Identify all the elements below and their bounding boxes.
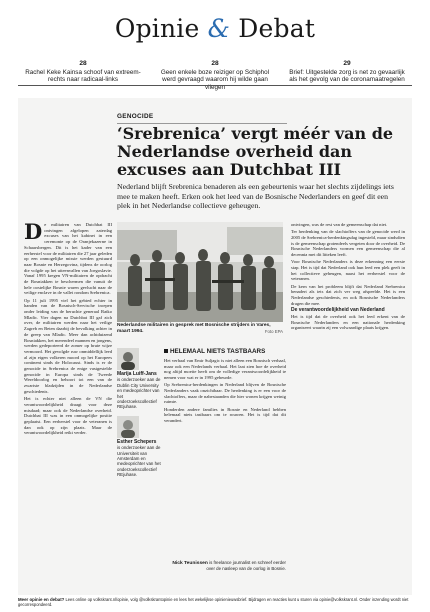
- article-headline: ‘Srebrenica’ vergt méér van de Nederlandse overheid dan excuses aan Dutchbat III: [117, 124, 394, 179]
- teaser[interactable]: [24, 60, 142, 91]
- teaser[interactable]: [156, 60, 274, 91]
- author-card: [117, 416, 161, 478]
- teaser-text: Rachel Keke Kainsa schoof van extreem-rechts naar radicaal-links: [25, 68, 141, 84]
- article-genre-label: GENOCIDE: [117, 113, 287, 124]
- soldiers-photo-image: [117, 222, 283, 322]
- body-paragraph: ontvingen, was de rest van de gemeenschap dat niet.: [291, 222, 388, 227]
- author-bio: is onderzoeker aan de Universiteit van Amsterdam en medeoprichter van het onderzoekscollectief REjuhase.: [117, 445, 161, 478]
- author-name: Marija Luiff-Jans: [117, 371, 157, 377]
- body-paragraph: Ter herdenking van de slachtoffers van de genocide werd in 2005 de Srebrenica-herdenkingsdag ingesteld, maar sindsdien is de gemeenschap grotendeels vergeten door de overheid. De Bosnische Nederlanders vormen een gemeenschap die al decennia met dit litteken leeft.: [291, 229, 405, 258]
- photo-caption-text: Nederlandse militairen in gesprek met Bosnische strijders in Vares, maart 1994.: [117, 323, 271, 334]
- body-paragraph: De kern van het probleem blijft dat Nederland Srebrenica benadert als iets dat zich ver weg afspeelde. Het is een Nederlandse geschiedenis, en ook Bosnische Nederlanders dragen die mee.: [291, 283, 405, 306]
- footer-label: Meer opinie en debat?: [18, 597, 65, 602]
- body-paragraph: e militairen van Dutchbat III ontvingen afgelopen zaterdag excuses van het kabinet in een ceremonie op de Oranjekazerne in Schaarsbergen. Dit is het kader van een eerherstel voor de militairen die 27 jaar geleden op een onmogelijke missie werden gestuurd naar Bosnie en Herzegovina, tijdens de oorlog die volgde op het uiteenvallen van Joegoslavie. Vanaf 1995 kregen VN-militairen de opdracht de Bosniakken te beschermen die vanuit de hele oostelijke Bosnie waren gevlucht naar de veilige enclave in de vallei rondom Srebrenica.: [24, 222, 112, 296]
- section-subhead: De verantwoordelijkheid van Nederland: [291, 307, 385, 314]
- author-bio: is onderzoeker aan de Dublin City University en medeoprichter van het onderzoekscollectief REjuhase.: [117, 377, 161, 410]
- body-paragraph: Op 11 juli 1995 viel het gebied echter in handen van de Bosnisch-Servische troepen onder leiding van de beruchte generaal Ratko Mladic. Vier dagen na Dutchbat III gaf zich over, de militairen werden naar het veilige Zagreb en Beten daarbij de bevolking achter in de greep van Mladic. Meer dan achtduizend Bosniakken, het merendeel mannen en jongens, werden gedeporteerd de zomer op brute wijze vermoord. Het gevolgde ruw onmiddellijk leed al zijn eigen volkeren moord op het Europees continent sinds de Holocaust. Sinds is er de genocide in Srebrenica de enige vastgestelde genocide in Europa sinds de Tweede Wereldoorlog en behoort tot een van de zwartste bladzijden in de Nederlandse geschiedenis.: [24, 297, 112, 394]
- author-name: Esther Schepers: [117, 438, 157, 445]
- sidebar-column: [164, 358, 286, 558]
- author-portrait: [117, 416, 139, 438]
- article-photo: [117, 222, 283, 322]
- teaser-text: Geen enkele boze reiziger op Schiphol werd gevraagd waarom hij wilde gaan vliegen: [160, 68, 270, 91]
- sidebar-paragraph: Het verhaal van Emir Suljagic is niet alleen een Bosnisch verhaal, maar ook een Nederlands verhaal. Het laat zien hoe de overheid nog altijd moeite heeft om de volledige verantwoordelijkheid te nemen voor wat er in 1995 gebeurde.: [164, 358, 286, 381]
- author-column: [117, 348, 161, 484]
- byline-text: is freelance journalist en schreef eerder over de nasleep van de oorlog in Bosnie.: [206, 560, 286, 572]
- page-footer: [18, 597, 412, 607]
- sidebar-byline: [164, 560, 286, 572]
- drop-cap: D: [24, 222, 43, 244]
- teaser-page-number: 28: [79, 60, 87, 67]
- footer-text: Lees online op volkskrant.nl/opinie, volg @volkskrantopinie en lees het wekelijkse opinienieuwsbrief. Bijdragen en reacties kunt u sturen via opinie@volkskrant.nl. Onder inzending wordt niet gecorrespondeerd.: [18, 597, 409, 608]
- teaser-page-number: 28: [211, 60, 219, 67]
- masthead-divider: [18, 85, 412, 86]
- author-portrait: [117, 348, 139, 370]
- body-paragraph: Het is tijd dat de overheid ook het leed erkent van de Bosnische Nederlanders en een nationale herdenking organiseert waarin zij een volwaardige plaats krijgen.: [291, 314, 405, 331]
- masthead-left: Opinie: [114, 14, 200, 43]
- article-column-1: [24, 222, 112, 582]
- article-lead: Nederland blijft Srebrenica benaderen als een gebeurtenis waar het slechts zijdelings iets mee te maken heeft. Erken ook het leed van de Bosnische Nederlanders en geef dit een plek in het Nederlandse collectieve geheugen.: [117, 182, 394, 211]
- teaser-text: Brief: Uitgestelde zorg is net zo gevaarlijk als het gevolg van de coronamaatregelen: [289, 68, 405, 84]
- sidebar-paragraph: Op Srebrenica-herdenkingen in Nederland blijven de Bosnische Nederlanders vaak onzichtbaar. De herdenking is er een voor de slachtoffers, maar de nabestaanden die hier wonen krijgen weinig ruimte.: [164, 382, 286, 405]
- body-paragraph: Het is echter niet alleen de VN die verantwoordelijkheid draagt voor deze misdaad; maar ook de Nederlandse overheid. Dutchbat III was in een onmogelijke positie geplaatst. Een eerherstel voor de veteranen is dan ook op zijn plaats. Maar de verantwoordelijkheid reikt verder.: [24, 396, 112, 436]
- teaser[interactable]: [288, 60, 406, 91]
- author-card: [117, 348, 161, 410]
- teaser-bar: [24, 60, 406, 91]
- masthead-ampersand: &: [207, 14, 231, 43]
- sidebar-paragraph: Honderden andere families in Bosnie en Nederland hebben helemaal niets tastbaars om te rouwen. Het is tijd dat dit verandert.: [164, 406, 286, 424]
- masthead-right: Debat: [238, 14, 316, 43]
- sidebar-title: HELEMAAL NIETS TASTBAARS: [164, 348, 286, 355]
- photo-caption: [117, 323, 283, 335]
- teaser-page-number: 29: [343, 60, 351, 67]
- body-paragraph: Voor Bosnische Nederlanders is deze erkenning een eerste stap. Het is tijd dat Nederland ook hun leed een plek geeft in het collectieve geheugen, naast het eerherstel voor de veteranen.: [291, 259, 405, 282]
- byline-name: Nick Teunissen: [172, 561, 208, 566]
- masthead: [0, 14, 430, 43]
- article-column-3: [291, 222, 405, 578]
- photo-credit: Foto EPA: [264, 328, 283, 334]
